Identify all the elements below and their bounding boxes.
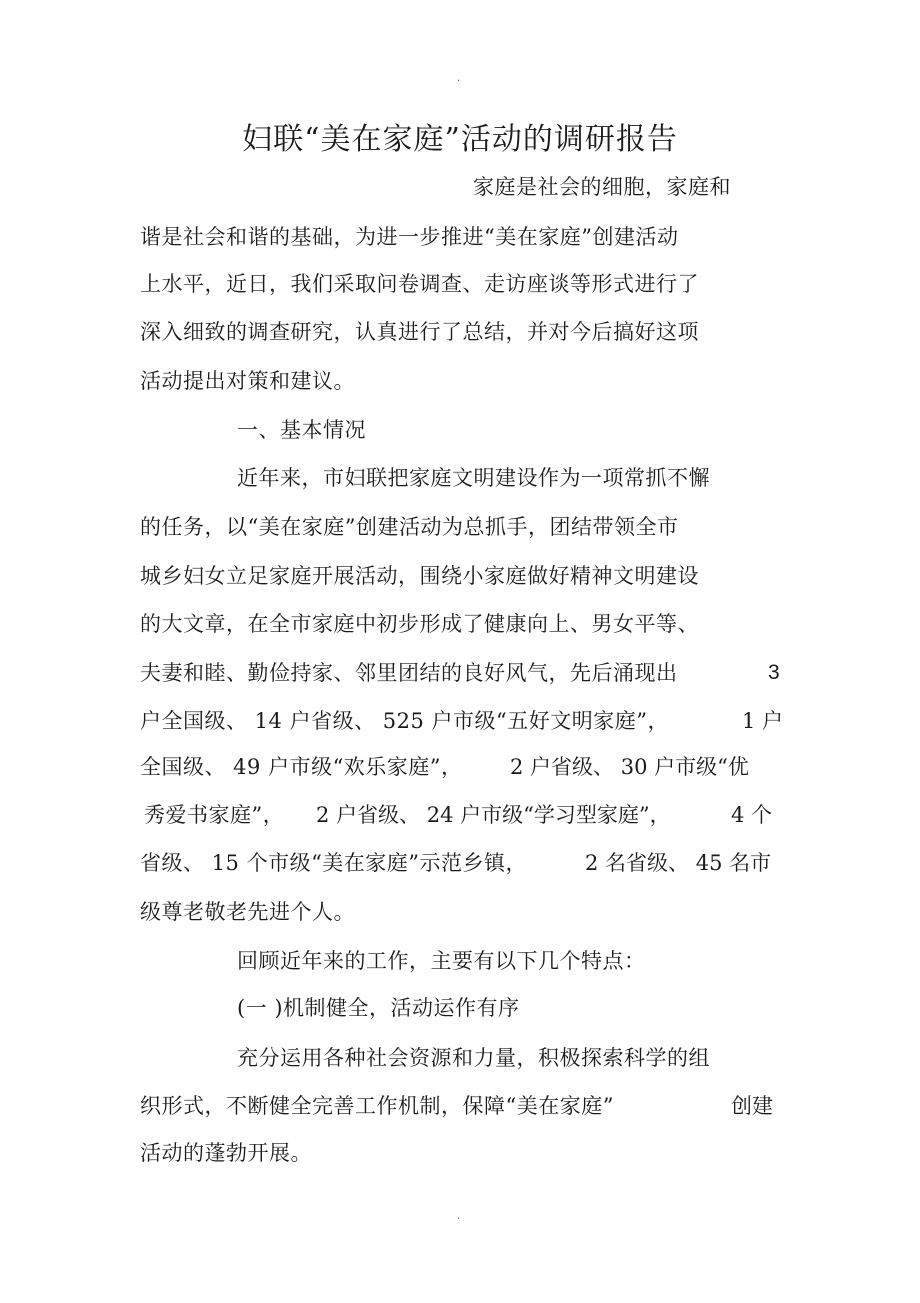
paragraph-line-5: 活动提出对策和建议。 [140,369,355,393]
paragraph-line-2: 谐是社会和谐的基础，为进一步推进“美在家庭”创建活动 [140,225,679,249]
count-fragment-3: 2 户省级、 30 户市级“优 [510,755,749,779]
paragraph-line-6: 近年来，市妇联把家庭文明建设作为一项常抓不懈 [237,466,710,490]
paragraph-line-11: 户全国级、 14 户省级、 525 户市级“五好文明家庭”， [140,709,669,733]
count-fragment-6: 2 名省级、 45 名市 [585,851,772,875]
paragraph-line-7: 的任务，以“美在家庭”创建活动为总抓手，团结带领全市 [140,515,679,539]
paragraph-line-10: 夫妻和睦、勤俭持家、邻里团结的良好风气，先后涌现出 [140,661,678,685]
paragraph-line-1: 家庭是社会的细胞，家庭和 [473,175,731,199]
word-fragment-7: 创建 [731,1094,773,1118]
count-fragment-4: 2 户省级、 24 户市级“学习型家庭”， [316,803,671,827]
paragraph-line-9: 的大文章，在全市家庭中初步形成了健康向上、男女平等、 [140,612,699,636]
paragraph-line-12: 全国级、 49 户市级“欢乐家庭”， [140,755,463,779]
subsection-heading-1: (一 )机制健全，活动运作有序 [237,996,520,1020]
paragraph-line-18: 织形式，不断健全完善工作机制，保障“美在家庭” [140,1094,614,1118]
paragraph-line-3: 上水平，近日，我们采取问卷调查、走访座谈等形式进行了 [140,272,699,296]
bottom-page-mark: . [457,1211,461,1222]
paragraph-line-4: 深入细致的调查研究，认真进行了总结，并对今后搞好这项 [140,320,699,344]
page-title: 妇联“美在家庭”活动的调研报告 [242,122,678,157]
paragraph-line-16: 回顾近年来的工作，主要有以下几个特点： [237,949,646,973]
paragraph-line-19: 活动的蓬勃开展。 [140,1141,312,1165]
paragraph-line-8: 城乡妇女立足家庭开展活动，围绕小家庭做好精神文明建设 [140,564,699,588]
count-fragment-1: 3 [768,661,780,684]
paragraph-line-17: 充分运用各种社会资源和力量，积极探索科学的组 [237,1046,710,1070]
count-fragment-2: 1 户 [742,709,784,733]
count-fragment-5: 4 个 [731,803,773,827]
paragraph-line-14: 省级、 15 个市级“美在家庭”示范乡镇， [140,851,528,875]
section-heading-basic: 一、基本情况 [237,418,366,442]
paragraph-line-15: 级尊老敬老先进个人。 [140,900,355,924]
paragraph-line-13: 秀爱书家庭”， [144,803,285,827]
top-page-mark: . [457,73,461,84]
